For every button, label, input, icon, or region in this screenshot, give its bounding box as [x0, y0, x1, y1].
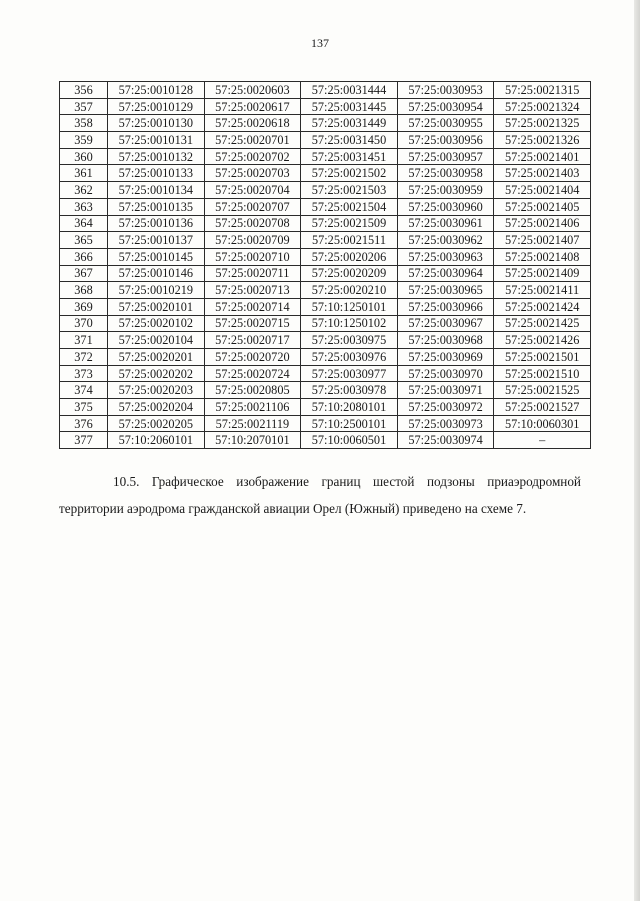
- cadastral-number-cell: 57:25:0021407: [494, 232, 591, 249]
- table-row: [60, 182, 591, 199]
- cadastral-number-cell: 57:25:0030963: [397, 248, 494, 265]
- cadastral-number-cell: 57:25:0020617: [204, 98, 301, 115]
- cadastral-number-cell: 57:25:0030962: [397, 232, 494, 249]
- cadastral-number-cell: 57:25:0021325: [494, 115, 591, 132]
- cadastral-number-cell: 57:25:0021504: [301, 198, 398, 215]
- cadastral-number-cell: 57:25:0021527: [494, 399, 591, 416]
- cadastral-number-cell: 57:25:0020603: [204, 82, 301, 99]
- cadastral-number-cell: 57:10:2060101: [108, 432, 205, 449]
- cadastral-number-cell: 57:25:0030970: [397, 365, 494, 382]
- page-edge-shadow: [634, 0, 640, 901]
- cadastral-number-cell: 57:25:0030977: [301, 365, 398, 382]
- cadastral-number-cell: 57:25:0030961: [397, 215, 494, 232]
- cadastral-number-cell: 57:25:0021525: [494, 382, 591, 399]
- cadastral-number-cell: 57:25:0021425: [494, 315, 591, 332]
- row-number-cell: 368: [60, 282, 108, 299]
- cadastral-number-cell: 57:25:0020101: [108, 298, 205, 315]
- row-number-cell: 372: [60, 349, 108, 366]
- cadastral-number-cell: 57:10:1250102: [301, 315, 398, 332]
- cadastral-number-cell: 57:25:0030964: [397, 265, 494, 282]
- cadastral-number-cell: 57:10:2070101: [204, 432, 301, 449]
- cadastral-number-cell: –: [494, 432, 591, 449]
- row-number-cell: 363: [60, 198, 108, 215]
- table-row: [60, 82, 591, 99]
- cadastral-number-cell: 57:25:0030958: [397, 165, 494, 182]
- cadastral-number-cell: 57:25:0010130: [108, 115, 205, 132]
- row-number-cell: 364: [60, 215, 108, 232]
- cadastral-number-cell: 57:25:0020204: [108, 399, 205, 416]
- cadastral-number-cell: 57:25:0021106: [204, 399, 301, 416]
- cadastral-number-cell: 57:25:0030966: [397, 298, 494, 315]
- cadastral-number-cell: 57:25:0020715: [204, 315, 301, 332]
- cadastral-number-cell: 57:25:0021509: [301, 215, 398, 232]
- table-row: [60, 232, 591, 249]
- cadastral-number-cell: 57:25:0020102: [108, 315, 205, 332]
- cadastral-number-cell: 57:25:0020104: [108, 332, 205, 349]
- cadastral-number-cell: 57:10:0060501: [301, 432, 398, 449]
- cadastral-number-cell: 57:25:0020701: [204, 132, 301, 149]
- table-row: [60, 349, 591, 366]
- cadastral-number-cell: 57:25:0020717: [204, 332, 301, 349]
- cadastral-number-cell: 57:25:0030960: [397, 198, 494, 215]
- cadastral-number-cell: 57:25:0010136: [108, 215, 205, 232]
- row-number-cell: 371: [60, 332, 108, 349]
- cadastral-number-cell: 57:25:0010128: [108, 82, 205, 99]
- table-row: [60, 365, 591, 382]
- table-row: [60, 198, 591, 215]
- cadastral-number-cell: 57:25:0020707: [204, 198, 301, 215]
- row-number-cell: 376: [60, 415, 108, 432]
- cadastral-number-cell: 57:25:0020709: [204, 232, 301, 249]
- cadastral-number-cell: 57:25:0021408: [494, 248, 591, 265]
- table-row: [60, 148, 591, 165]
- cadastral-number-cell: 57:25:0021426: [494, 332, 591, 349]
- cadastral-number-cell: 57:25:0031444: [301, 82, 398, 99]
- cadastral-number-cell: 57:25:0031445: [301, 98, 398, 115]
- cadastral-number-cell: 57:25:0021326: [494, 132, 591, 149]
- row-number-cell: 373: [60, 365, 108, 382]
- cadastral-number-cell: 57:25:0010134: [108, 182, 205, 199]
- table-row: [60, 132, 591, 149]
- cadastral-number-cell: 57:25:0020702: [204, 148, 301, 165]
- cadastral-number-cell: 57:25:0021406: [494, 215, 591, 232]
- cadastral-number-cell: 57:25:0030965: [397, 282, 494, 299]
- row-number-cell: 356: [60, 82, 108, 99]
- cadastral-number-cell: 57:25:0020703: [204, 165, 301, 182]
- table-row: [60, 98, 591, 115]
- table-row: [60, 298, 591, 315]
- cadastral-number-cell: 57:25:0020205: [108, 415, 205, 432]
- row-number-cell: 375: [60, 399, 108, 416]
- body-paragraph: 10.5. Графическое изображение границ шестой подзоны приаэродромной территории аэродрома гражданской авиации Орел (Южный) приведено на схеме 7.: [59, 474, 581, 516]
- cadastral-number-cell: 57:25:0020209: [301, 265, 398, 282]
- cadastral-number-cell: 57:25:0030972: [397, 399, 494, 416]
- row-number-cell: 367: [60, 265, 108, 282]
- cadastral-number-cell: 57:25:0021405: [494, 198, 591, 215]
- cadastral-number-cell: 57:25:0021315: [494, 82, 591, 99]
- cadastral-number-cell: 57:25:0030978: [301, 382, 398, 399]
- cadastral-number-cell: 57:25:0020710: [204, 248, 301, 265]
- table-row: [60, 399, 591, 416]
- cadastral-number-cell: 57:25:0031451: [301, 148, 398, 165]
- cadastral-number-cell: 57:25:0021119: [204, 415, 301, 432]
- cadastral-number-cell: 57:25:0020714: [204, 298, 301, 315]
- cadastral-number-cell: 57:25:0021324: [494, 98, 591, 115]
- row-number-cell: 366: [60, 248, 108, 265]
- table-row: [60, 332, 591, 349]
- cadastral-number-cell: 57:25:0021510: [494, 365, 591, 382]
- cadastral-number-cell: 57:25:0010131: [108, 132, 205, 149]
- row-number-cell: 360: [60, 148, 108, 165]
- table-row: [60, 432, 591, 449]
- cadastral-number-cell: 57:25:0021511: [301, 232, 398, 249]
- row-number-cell: 357: [60, 98, 108, 115]
- row-number-cell: 358: [60, 115, 108, 132]
- cadastral-number-cell: 57:25:0021411: [494, 282, 591, 299]
- cadastral-number-cell: 57:25:0010219: [108, 282, 205, 299]
- cadastral-number-cell: 57:25:0030957: [397, 148, 494, 165]
- cadastral-number-cell: 57:25:0030967: [397, 315, 494, 332]
- table-body: [60, 82, 591, 449]
- cadastral-number-cell: 57:25:0010129: [108, 98, 205, 115]
- cadastral-number-cell: 57:25:0020724: [204, 365, 301, 382]
- cadastral-number-cell: 57:25:0020713: [204, 282, 301, 299]
- cadastral-number-cell: 57:25:0020618: [204, 115, 301, 132]
- cadastral-number-cell: 57:25:0010135: [108, 198, 205, 215]
- table-row: [60, 248, 591, 265]
- cadastral-number-cell: 57:25:0030953: [397, 82, 494, 99]
- cadastral-number-cell: 57:25:0021501: [494, 349, 591, 366]
- row-number-cell: 374: [60, 382, 108, 399]
- row-number-cell: 370: [60, 315, 108, 332]
- cadastral-number-cell: 57:25:0030955: [397, 115, 494, 132]
- cadastral-number-cell: 57:25:0031449: [301, 115, 398, 132]
- cadastral-number-cell: 57:25:0030954: [397, 98, 494, 115]
- cadastral-number-cell: 57:25:0010133: [108, 165, 205, 182]
- cadastral-number-cell: 57:10:0060301: [494, 415, 591, 432]
- cadastral-number-cell: 57:25:0020720: [204, 349, 301, 366]
- cadastral-number-cell: 57:25:0030976: [301, 349, 398, 366]
- cadastral-number-cell: 57:25:0021401: [494, 148, 591, 165]
- cadastral-number-cell: 57:10:1250101: [301, 298, 398, 315]
- cadastral-table: [59, 81, 591, 449]
- table-row: [60, 282, 591, 299]
- row-number-cell: 369: [60, 298, 108, 315]
- row-number-cell: 362: [60, 182, 108, 199]
- cadastral-number-cell: 57:25:0010145: [108, 248, 205, 265]
- table-row: [60, 165, 591, 182]
- cadastral-number-cell: 57:25:0030975: [301, 332, 398, 349]
- cadastral-number-cell: 57:10:2080101: [301, 399, 398, 416]
- cadastral-number-cell: 57:25:0030974: [397, 432, 494, 449]
- cadastral-number-cell: 57:25:0020202: [108, 365, 205, 382]
- cadastral-number-cell: 57:25:0020708: [204, 215, 301, 232]
- cadastral-number-cell: 57:25:0020805: [204, 382, 301, 399]
- cadastral-number-cell: 57:25:0020210: [301, 282, 398, 299]
- table-row: [60, 115, 591, 132]
- cadastral-number-cell: 57:25:0020704: [204, 182, 301, 199]
- row-number-cell: 365: [60, 232, 108, 249]
- cadastral-number-cell: 57:25:0021503: [301, 182, 398, 199]
- table-row: [60, 382, 591, 399]
- cadastral-number-cell: 57:25:0020203: [108, 382, 205, 399]
- cadastral-number-cell: 57:25:0010146: [108, 265, 205, 282]
- cadastral-number-cell: 57:25:0010132: [108, 148, 205, 165]
- cadastral-number-cell: 57:25:0020206: [301, 248, 398, 265]
- cadastral-number-cell: 57:25:0021403: [494, 165, 591, 182]
- cadastral-number-cell: 57:25:0010137: [108, 232, 205, 249]
- cadastral-number-cell: 57:10:2500101: [301, 415, 398, 432]
- cadastral-number-cell: 57:25:0030973: [397, 415, 494, 432]
- cadastral-number-cell: 57:25:0031450: [301, 132, 398, 149]
- row-number-cell: 361: [60, 165, 108, 182]
- cadastral-number-cell: 57:25:0020201: [108, 349, 205, 366]
- cadastral-number-cell: 57:25:0021409: [494, 265, 591, 282]
- cadastral-number-cell: 57:25:0021404: [494, 182, 591, 199]
- cadastral-number-cell: 57:25:0030971: [397, 382, 494, 399]
- cadastral-number-cell: 57:25:0030968: [397, 332, 494, 349]
- cadastral-number-cell: 57:25:0020711: [204, 265, 301, 282]
- table-row: [60, 265, 591, 282]
- row-number-cell: 359: [60, 132, 108, 149]
- table-row: [60, 415, 591, 432]
- cadastral-number-cell: 57:25:0030969: [397, 349, 494, 366]
- cadastral-number-cell: 57:25:0021502: [301, 165, 398, 182]
- cadastral-number-cell: 57:25:0030956: [397, 132, 494, 149]
- page-number: 137: [311, 36, 329, 50]
- row-number-cell: 377: [60, 432, 108, 449]
- table-row: [60, 315, 591, 332]
- cadastral-number-cell: 57:25:0030959: [397, 182, 494, 199]
- cadastral-number-cell: 57:25:0021424: [494, 298, 591, 315]
- table-row: [60, 215, 591, 232]
